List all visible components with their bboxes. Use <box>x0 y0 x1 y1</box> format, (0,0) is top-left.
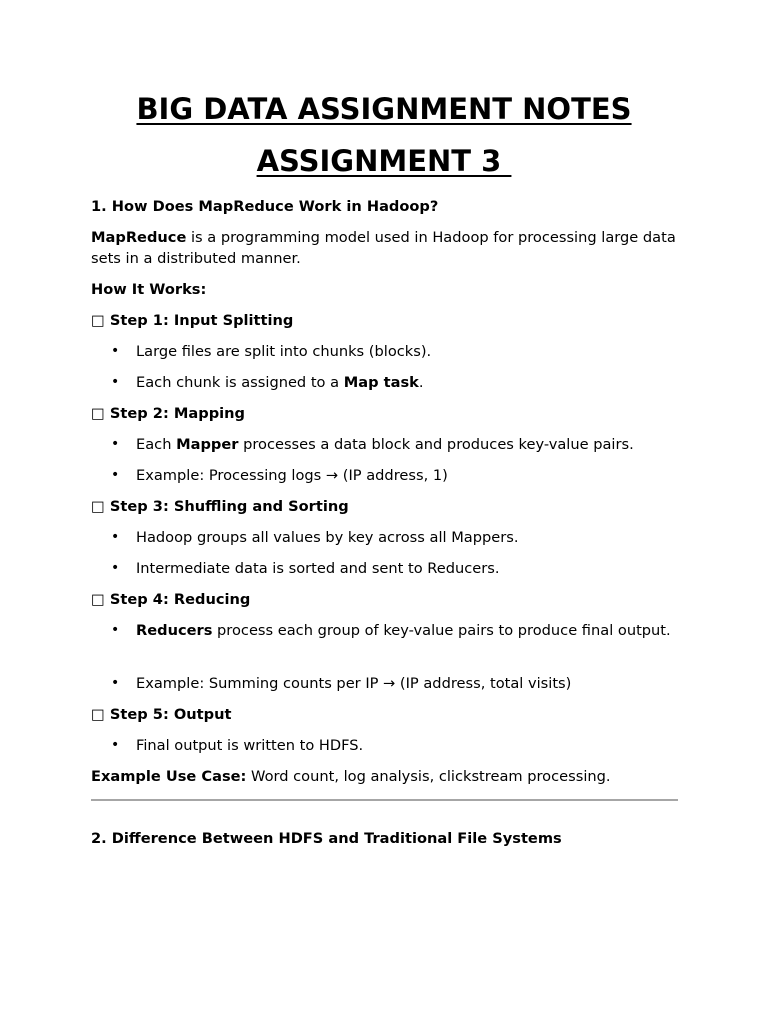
horizontal-divider <box>91 799 678 801</box>
list-item-text: Large files are split into chunks (blocks). <box>136 343 432 360</box>
mapreduce-description: is a programming model used in Hadoop for processing large data sets in a distributed manner. <box>91 229 676 267</box>
list-item-text: Final output is written to HDFS. <box>136 737 364 754</box>
mapreduce-intro <box>91 227 681 269</box>
how-it-works-heading: How It Works: <box>91 281 207 298</box>
checkbox-icon: □ <box>91 591 105 608</box>
step-3-heading <box>91 496 681 517</box>
document-title: BIG DATA ASSIGNMENT NOTES <box>136 92 632 126</box>
bullet-icon: • <box>111 737 120 753</box>
step-1-heading <box>91 310 681 331</box>
checkbox-icon: □ <box>91 405 105 422</box>
checkbox-icon: □ <box>91 706 105 723</box>
step-3-label: Step 3: Shuffling and Sorting <box>109 498 349 515</box>
bullet-icon: • <box>111 529 120 545</box>
step-5-label: Step 5: Output <box>109 706 232 723</box>
list-item-text: Hadoop groups all values by key across all Mappers. <box>136 529 519 546</box>
step-2-heading <box>91 403 681 424</box>
bullet-icon: • <box>111 467 120 483</box>
question-1-heading: 1. How Does MapReduce Work in Hadoop? <box>91 198 439 215</box>
question-2-heading: 2. Difference Between HDFS and Traditional File Systems <box>91 830 562 847</box>
example-use-case <box>91 766 681 787</box>
bullet-icon: • <box>111 374 120 390</box>
step-4-heading <box>91 589 681 610</box>
bullet-icon: • <box>111 343 120 359</box>
bullet-icon: • <box>111 622 120 638</box>
list-item-text: Example: Summing counts per IP → (IP address, total visits) <box>136 675 572 692</box>
checkbox-icon: □ <box>91 312 105 329</box>
list-item-text: Intermediate data is sorted and sent to Reducers. <box>136 560 500 577</box>
step-1-label: Step 1: Input Splitting <box>109 312 294 329</box>
bullet-icon: • <box>111 675 120 691</box>
list-item-text: Example: Processing logs → (IP address, 1) <box>136 467 448 484</box>
use-case-label: Example Use Case: <box>91 768 247 785</box>
assignment-subtitle: ASSIGNMENT 3 <box>256 144 512 178</box>
list-item-text: Reducers process each group of key-value pairs to produce final output. <box>136 622 671 639</box>
list-item-text: Each Mapper processes a data block and produces key-value pairs. <box>136 436 634 453</box>
checkbox-icon: □ <box>91 498 105 515</box>
step-5-heading <box>91 704 681 725</box>
bullet-icon: • <box>111 436 120 452</box>
bullet-icon: • <box>111 560 120 576</box>
list-item-text: Each chunk is assigned to a Map task. <box>136 374 424 391</box>
mapreduce-term: MapReduce <box>91 229 187 246</box>
step-4-label: Step 4: Reducing <box>109 591 251 608</box>
use-case-text: Word count, log analysis, clickstream processing. <box>246 768 611 785</box>
step-2-label: Step 2: Mapping <box>109 405 245 422</box>
